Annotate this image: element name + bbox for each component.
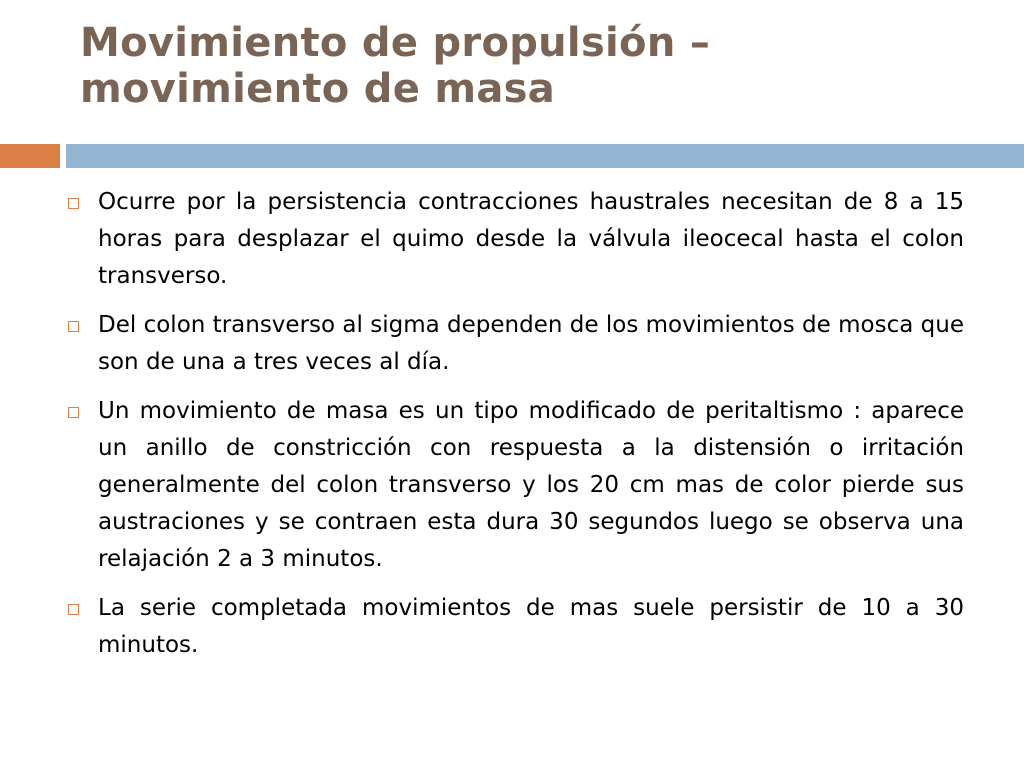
- slide-title-line-2: movimiento de masa: [80, 66, 556, 112]
- bullet-item: [66, 307, 964, 381]
- bullet-text: Un movimiento de masa es un tipo modificado de peritaltismo : aparece un anillo de constricción con respuesta a la distensión o irritación generalmente del colon transverso y los 20 cm mas de color pierde sus austraciones y se contraen esta dura 30 segundos luego se observa una relajación 2 a 3 minutos.: [98, 398, 964, 572]
- bullet-list: [66, 184, 964, 676]
- title-divider-accent: [0, 144, 60, 168]
- bullet-text: La serie completada movimientos de mas suele persistir de 10 a 30 minutos.: [98, 595, 964, 658]
- bullet-item: [66, 184, 964, 295]
- bullet-text: Del colon transverso al sigma dependen de los movimientos de mosca que son de una a tres veces al día.: [98, 312, 964, 375]
- square-bullet-icon: [68, 604, 79, 615]
- slide-title-line-1: Movimiento de propulsión –: [80, 20, 711, 66]
- square-bullet-icon: [68, 198, 79, 209]
- bullet-item: [66, 590, 964, 664]
- square-bullet-icon: [68, 407, 79, 418]
- bullet-item: [66, 393, 964, 578]
- slide-title: [80, 20, 980, 112]
- title-divider-bar: [66, 144, 1024, 168]
- bullet-text: Ocurre por la persistencia contracciones haustrales necesitan de 8 a 15 horas para desplazar el quimo desde la válvula ileocecal hasta el colon transverso.: [98, 189, 964, 289]
- square-bullet-icon: [68, 321, 79, 332]
